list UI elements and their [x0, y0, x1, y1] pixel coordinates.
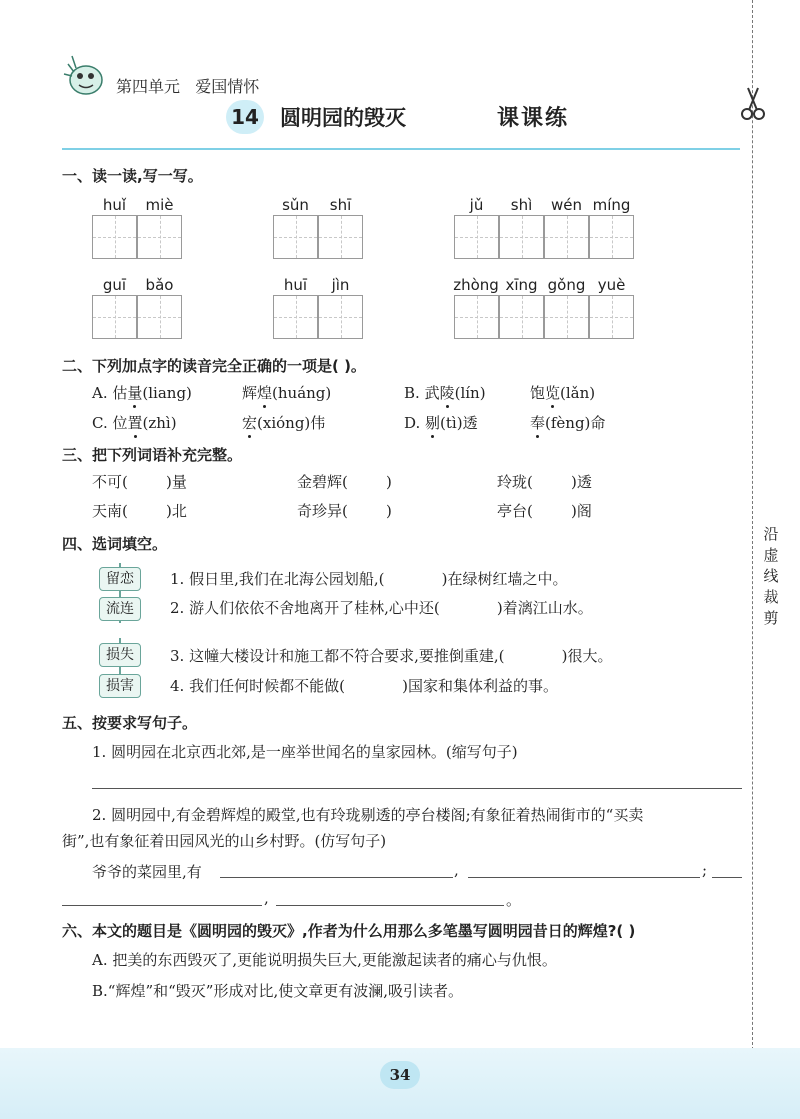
- writing-cell[interactable]: [92, 215, 137, 259]
- word-tag: 留恋: [99, 567, 141, 591]
- imitation-prompt: 爷爷的菜园里,有: [92, 863, 202, 881]
- option-d-second: 奉(fèng)命: [530, 414, 606, 432]
- pinyin: jǔ: [469, 196, 484, 214]
- sentence-q2: 2. 圆明园中,有金碧辉煌的殿堂,也有玲珑剔透的亭台楼阁;有象征着热闹街市的“买卖: [92, 806, 644, 824]
- section-5-heading: 五、按要求写句子。: [62, 714, 198, 732]
- fill-item[interactable]: 2. 游人们依依不舍地离开了桂林,心中还( )着漓江山水。: [170, 599, 593, 617]
- section-1-heading: 一、读一读,写一写。: [62, 167, 203, 185]
- punct: ,: [454, 861, 459, 879]
- pinyin: sǔn: [282, 196, 309, 214]
- cut-dashed-line: [752, 0, 753, 1060]
- practice-label: 课课练: [497, 106, 570, 131]
- idiom-blank[interactable]: 金碧辉( ): [297, 473, 392, 491]
- writing-cell[interactable]: [318, 215, 363, 259]
- fill-item[interactable]: 3. 这幢大楼设计和施工都不符合要求,要推倒重建,( )很大。: [170, 647, 613, 665]
- punct: ,: [264, 889, 269, 907]
- unit-label: 第四单元 爱国情怀: [116, 77, 260, 96]
- writing-cell[interactable]: [273, 215, 318, 259]
- section-3-heading: 三、把下列词语补充完整。: [62, 446, 243, 464]
- pinyin: miè: [145, 196, 174, 214]
- idiom-blank[interactable]: 奇珍异( ): [297, 502, 392, 520]
- pinyin: xīng: [505, 276, 538, 294]
- option-c[interactable]: C. 位置(zhì): [92, 414, 177, 432]
- cut-instruction: 沿虚线裁剪: [763, 525, 779, 627]
- answer-line[interactable]: [62, 905, 262, 906]
- pinyin: shì: [510, 196, 533, 214]
- option-a[interactable]: A. 估量(liang): [92, 384, 192, 402]
- option-b[interactable]: B. 武陵(lín): [404, 384, 486, 402]
- mascot-icon: [60, 52, 110, 102]
- pinyin: míng: [592, 196, 631, 214]
- punct: ;: [702, 861, 708, 879]
- option-b[interactable]: B.“辉煌”和“毁灭”形成对比,使文章更有波澜,吸引读者。: [92, 982, 464, 1000]
- header-divider: [62, 148, 740, 150]
- section-6-heading: 六、本文的题目是《圆明园的毁灭》,作者为什么用那么多笔墨写圆明园昔日的辉煌?( ): [62, 922, 636, 940]
- writing-cell[interactable]: [589, 295, 634, 339]
- word-tag: 流连: [99, 597, 141, 621]
- idiom-blank[interactable]: 不可( )量: [92, 473, 187, 491]
- option-a-second: 辉煌(huáng): [242, 384, 332, 402]
- pinyin: huǐ: [102, 196, 127, 214]
- answer-line[interactable]: [276, 905, 504, 906]
- idiom-blank[interactable]: 玲珑( )透: [497, 473, 592, 491]
- sentence-q1: 1. 圆明园在北京西北郊,是一座举世闻名的皇家园林。(缩写句子): [92, 743, 518, 761]
- fill-item[interactable]: 4. 我们任何时候都不能做( )国家和集体利益的事。: [170, 677, 559, 695]
- answer-line[interactable]: [468, 877, 700, 878]
- writing-cell[interactable]: [589, 215, 634, 259]
- idiom-blank[interactable]: 亭台( )阁: [497, 502, 592, 520]
- writing-cell[interactable]: [544, 215, 589, 259]
- answer-line[interactable]: [220, 877, 453, 878]
- writing-cell[interactable]: [318, 295, 363, 339]
- option-a[interactable]: A. 把美的东西毁灭了,更能说明损失巨大,更能激起读者的痛心与仇恨。: [92, 951, 557, 969]
- writing-cell[interactable]: [499, 215, 544, 259]
- pinyin: jìn: [331, 276, 350, 294]
- pinyin: wén: [550, 196, 582, 214]
- pinyin: gǒng: [547, 276, 586, 294]
- word-tag: 损失: [99, 643, 141, 667]
- scissors-icon: [738, 86, 768, 122]
- pinyin: shī: [329, 196, 352, 214]
- punct: 。: [506, 891, 522, 909]
- word-tag: 损害: [99, 674, 141, 698]
- sentence-q2-cont: 街”,也有象征着田园风光的山乡村野。(仿写句子): [62, 832, 387, 850]
- pinyin: bǎo: [145, 276, 174, 294]
- pinyin: huī: [283, 276, 308, 294]
- writing-cell[interactable]: [454, 295, 499, 339]
- section-4-heading: 四、选词填空。: [62, 535, 168, 553]
- lesson-number: 14: [226, 100, 264, 134]
- page-number: 34: [380, 1061, 420, 1089]
- section-2-heading: 二、下列加点字的读音完全正确的一项是( )。: [62, 357, 366, 375]
- fill-item[interactable]: 1. 假日里,我们在北海公园划船,( )在绿树红墙之中。: [170, 570, 568, 588]
- pinyin: yuè: [597, 276, 626, 294]
- option-b-second: 饱览(lǎn): [530, 384, 596, 402]
- writing-cell[interactable]: [544, 295, 589, 339]
- writing-cell[interactable]: [499, 295, 544, 339]
- writing-cell[interactable]: [137, 215, 182, 259]
- answer-line[interactable]: [712, 877, 742, 878]
- pinyin: zhòng: [453, 276, 499, 294]
- pinyin: guī: [102, 276, 127, 294]
- idiom-blank[interactable]: 天南( )北: [92, 502, 187, 520]
- option-d[interactable]: D. 剔(tì)透: [404, 414, 478, 432]
- option-c-second: 宏(xióng)伟: [242, 414, 326, 432]
- writing-cell[interactable]: [454, 215, 499, 259]
- answer-line[interactable]: [92, 788, 742, 789]
- writing-cell[interactable]: [273, 295, 318, 339]
- lesson-title: 圆明园的毁灭: [280, 106, 406, 130]
- writing-cell[interactable]: [92, 295, 137, 339]
- writing-cell[interactable]: [137, 295, 182, 339]
